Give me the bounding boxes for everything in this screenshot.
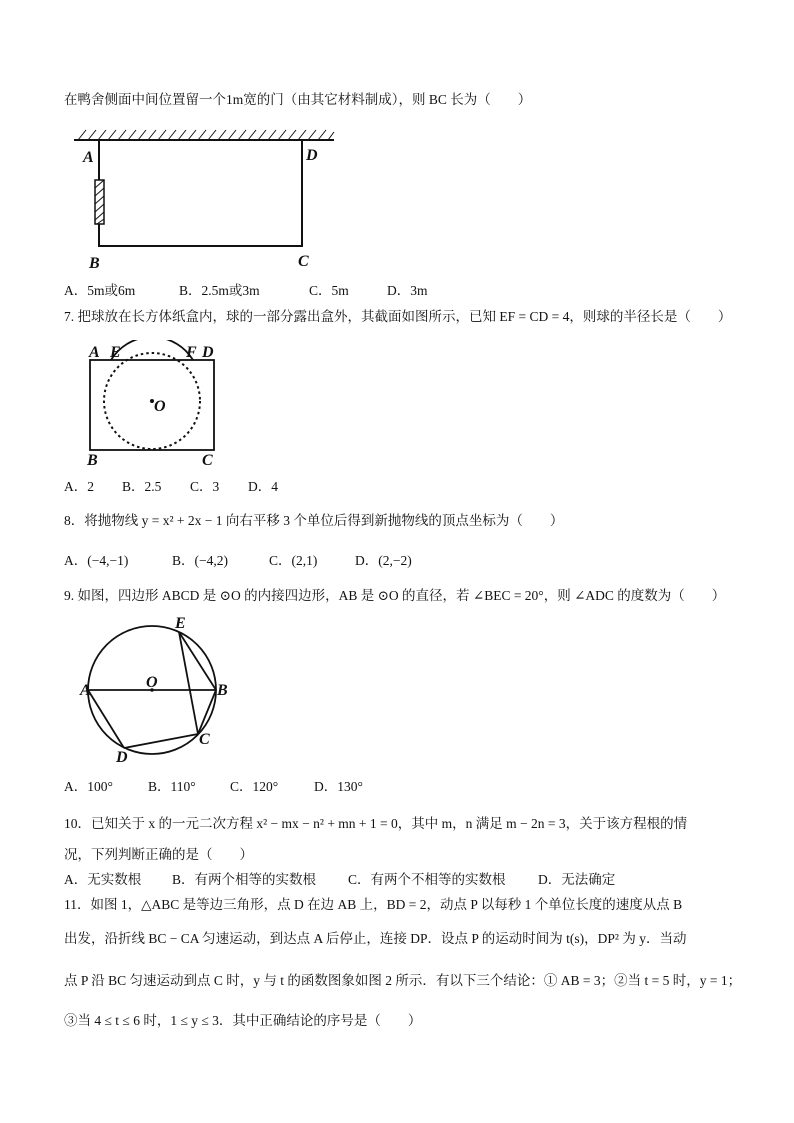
q6-option-b[interactable]: B．2.5m或3m	[179, 283, 260, 298]
q11-line1: 11．如图 1，△ABC 是等边三角形，点 D 在边 AB 上，BD = 2，动点 P 以每秒 1 个单位长度的速度从点 B	[64, 897, 683, 912]
q6-option-a[interactable]: A．5m或6m	[64, 283, 136, 298]
q7-label-f: F	[186, 344, 197, 361]
q7-label-d: D	[202, 344, 214, 361]
q9-label-e: E	[175, 615, 186, 632]
q9-label-d: D	[116, 749, 128, 766]
q9-label-c: C	[199, 731, 210, 748]
q7-options	[64, 477, 278, 497]
q11-line2: 出发，沿折线 BC − CA 匀速运动，到达点 A 后停止，连接 DP．设点 P 的运动时间为 t(s)，DP² 为 y．当动	[64, 931, 687, 946]
q9-option-c[interactable]: C．120°	[230, 779, 279, 794]
q10-option-d[interactable]: D．无法确定	[538, 872, 616, 887]
q9-stem: 9. 如图，四边形 ABCD 是 ⊙O 的内接四边形，AB 是 ⊙O 的直径，若 ∠BEC = 20°，则 ∠ADC 的度数为（ ）	[64, 588, 726, 603]
q6-label-a: A	[83, 149, 94, 166]
q9-option-b[interactable]: B．110°	[148, 779, 196, 794]
q9-label-a: A	[80, 682, 91, 699]
q8-stem: 8．将抛物线 y = x² + 2x − 1 向右平移 3 个单位后得到新抛物线的顶点坐标为（ ）	[64, 513, 564, 528]
q10-stem-line2: 况，下列判断正确的是（ ）	[64, 847, 253, 862]
q6-label-c: C	[298, 253, 309, 270]
q7-label-c: C	[202, 452, 213, 468]
q7-option-b[interactable]: B．2.5	[122, 479, 162, 494]
q6-figure	[64, 122, 339, 277]
q9-label-o: O	[146, 674, 158, 691]
q7-option-c[interactable]: C．3	[190, 479, 220, 494]
q8-option-a[interactable]: A．(−4,−1)	[64, 553, 129, 568]
q7-option-d[interactable]: D．4	[248, 479, 278, 494]
q7-label-o: O	[154, 398, 166, 415]
q7-option-a[interactable]: A．2	[64, 479, 94, 494]
q7-label-a: A	[89, 344, 100, 361]
q8-options	[64, 551, 412, 571]
q9-options	[64, 777, 363, 797]
q8-option-b[interactable]: B．(−4,2)	[172, 553, 228, 568]
q10-option-b[interactable]: B．有两个相等的实数根	[172, 872, 317, 887]
q9-figure	[78, 614, 238, 766]
q10-stem-line1: 10．已知关于 x 的一元二次方程 x² − mx − n² + mn + 1 = 0，其中 m，n 满足 m − 2n = 3，关于该方程根的情	[64, 816, 688, 831]
q7-label-e: E	[110, 344, 121, 361]
q11-line4: ③当 4 ≤ t ≤ 6 时，1 ≤ y ≤ 3．其中正确结论的序号是（ ）	[64, 1013, 422, 1028]
q7-label-b: B	[87, 452, 98, 468]
q8-option-d[interactable]: D．(2,−2)	[355, 553, 412, 568]
q6-label-b: B	[89, 255, 100, 272]
q10-option-c[interactable]: C．有两个不相等的实数根	[348, 872, 506, 887]
q8-option-c[interactable]: C．(2,1)	[269, 553, 318, 568]
q6-option-c[interactable]: C．5m	[309, 283, 349, 298]
q9-option-a[interactable]: A．100°	[64, 779, 113, 794]
q7-stem: 7. 把球放在长方体纸盒内，球的一部分露出盒外，其截面如图所示，已知 EF = CD = 4，则球的半径长是（ ）	[64, 309, 732, 324]
q9-option-d[interactable]: D．130°	[314, 779, 363, 794]
q6-options	[64, 281, 428, 301]
q10-options	[64, 870, 615, 890]
q6-label-d: D	[306, 147, 318, 164]
q6-option-d[interactable]: D．3m	[387, 283, 428, 298]
q9-label-b: B	[217, 682, 228, 699]
q11-line3: 点 P 沿 BC 匀速运动到点 C 时，y 与 t 的函数图象如图 2 所示．有以下三个结论：① AB = 3；②当 t = 5 时，y = 1；	[64, 973, 742, 988]
q6-stem: 在鸭舍侧面中间位置留一个1m宽的门（由其它材料制成），则 BC 长为（ ）	[64, 92, 532, 107]
q7-figure	[80, 340, 230, 468]
q10-option-a[interactable]: A．无实数根	[64, 872, 142, 887]
